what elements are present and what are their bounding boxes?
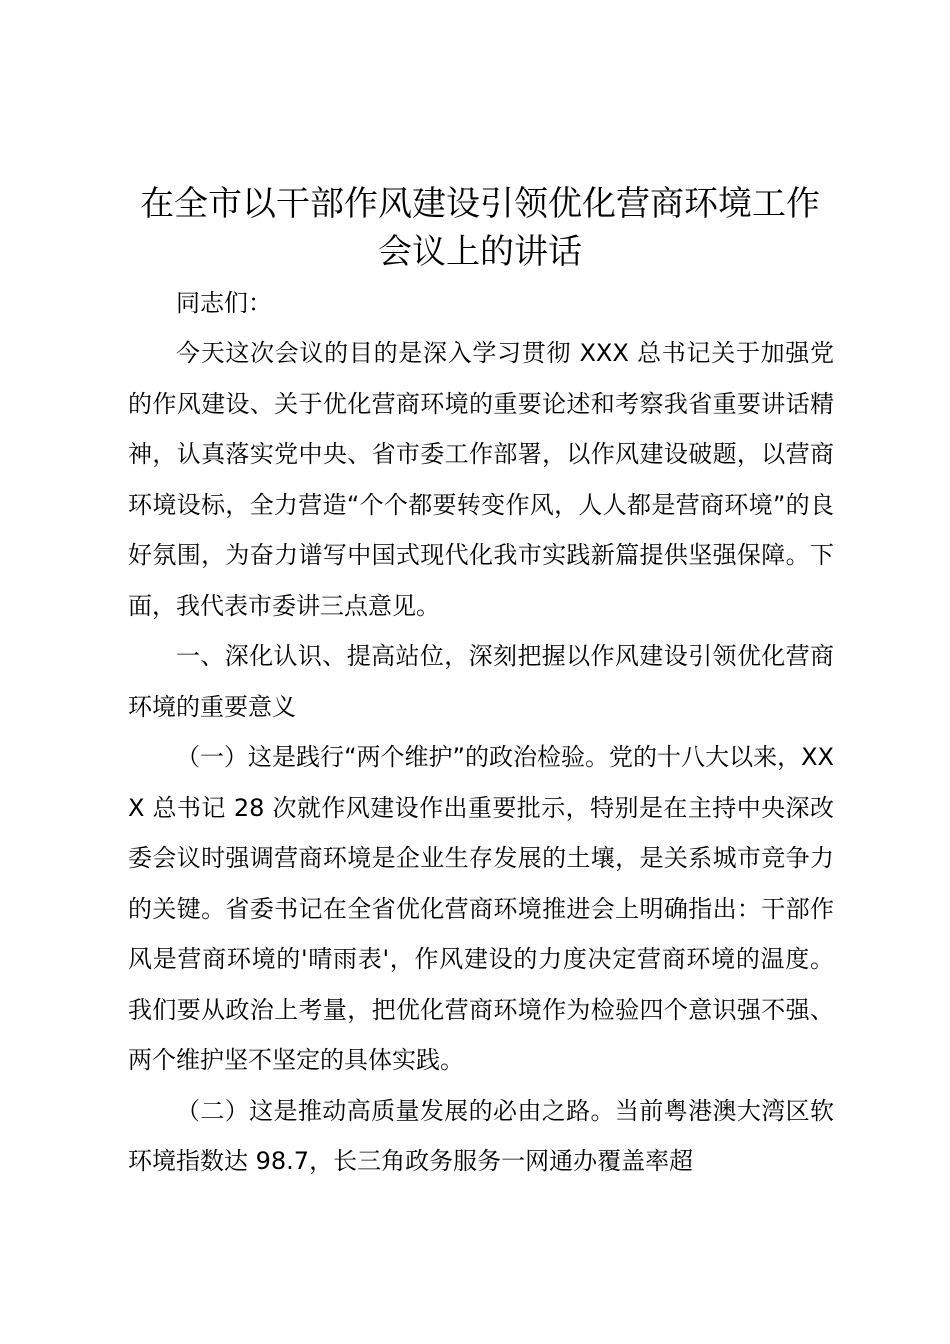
section-heading-1: 一、深化认识、提高站位，深刻把握以作风建设引领优化营商环境的重要意义: [128, 642, 834, 721]
document-title: [100, 180, 860, 276]
paragraph-point-1: （一）这是践行“两个维护”的政治检验。党的十八大以来，XXX 总书记 28 次就作风建设作出重要批示，特别是在主持中央深改委会议时强调营商环境是企业生存发展的土壤，是关系城市竞争力的关键。省委书记在全省优化营商环境推进会上明确指出：干部作风是营商环境的'晴雨表'，作风建设的力度决定营商环境的温度。我们要从政治上考量，把优化营商环境作为检验四个意识强不强、两个维护坚不坚定的具体实践。: [128, 743, 834, 1074]
paragraph-point-2: （二）这是推动高质量发展的必由之路。当前粤港澳大湾区软环境指数达 98.7，长三角政务服务一网通办覆盖率超: [128, 1096, 834, 1175]
title-line-2: 会议上的讲话: [378, 232, 582, 272]
greeting: 同志们：: [176, 289, 272, 317]
paragraph-intro: 今天这次会议的目的是深入学习贯彻 XXX 总书记关于加强党的作风建设、关于优化营商环境的重要论述和考察我省重要讲话精神，认真落实党中央、省市委工作部署，以作风建设破题，以营商环境设标，全力营造“个个都要转变作风，人人都是营商环境”的良好氛围，为奋力谱写中国式现代化我市实践新篇提供坚强保障。下面，我代表市委讲三点意见。: [128, 339, 834, 620]
document-body: [128, 278, 834, 1187]
title-line-1: 在全市以干部作风建设引领优化营商环境工作: [140, 184, 820, 224]
